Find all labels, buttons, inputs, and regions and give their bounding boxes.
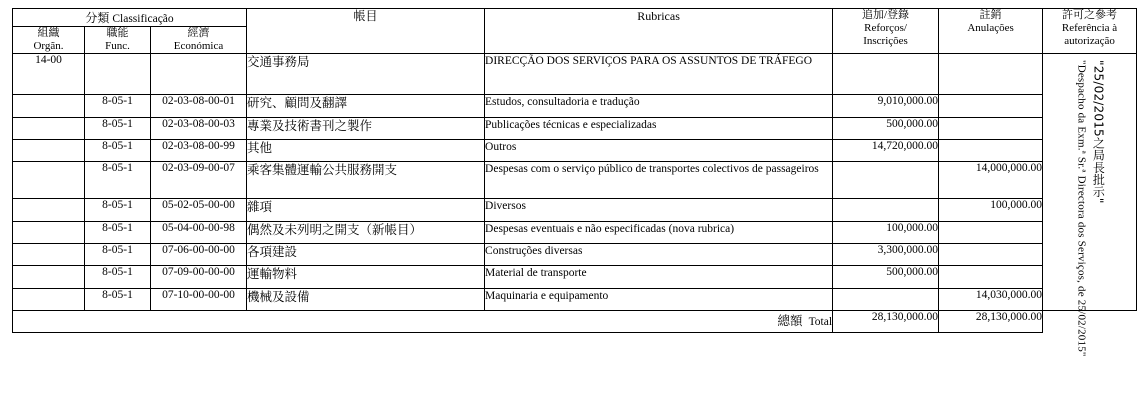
total-label-pt: Total xyxy=(808,316,833,329)
header-classification-group xyxy=(13,9,247,27)
total-cancellation: 28,130,000.00 xyxy=(939,311,1043,333)
cell-organ xyxy=(13,140,85,162)
cell-rubrica: Despesas eventuais e não especificadas (nova rubrica) xyxy=(485,221,833,243)
cell-reinforcement xyxy=(833,54,939,95)
cell-rubrica: Despesas com o serviço público de transportes colectivos de passageiros xyxy=(485,162,833,199)
cell-cancellation: 14,030,000.00 xyxy=(939,288,1043,311)
cell-organ xyxy=(13,95,85,117)
cell-organ xyxy=(13,243,85,265)
cell-organ xyxy=(13,266,85,288)
cell-economic: 02-03-08-00-01 xyxy=(151,95,247,117)
cell-reinforcement xyxy=(833,162,939,199)
cell-economic: 07-06-00-00-00 xyxy=(151,243,247,265)
cell-reinforcement: 9,010,000.00 xyxy=(833,95,939,117)
table-row xyxy=(13,221,1137,243)
cell-func: 8-05-1 xyxy=(85,266,151,288)
header-cancellations xyxy=(939,9,1043,54)
total-label-cn: 總額 xyxy=(777,313,803,329)
table-row xyxy=(13,199,1137,221)
cell-rubrica: Material de transporte xyxy=(485,266,833,288)
header-organ xyxy=(13,27,85,54)
cell-cancellation xyxy=(939,117,1043,139)
cell-func: 8-05-1 xyxy=(85,243,151,265)
cell-rubrica: DIRECÇÃO DOS SERVIÇOS PARA OS ASSUNTOS DE TRÁFEGO xyxy=(485,54,833,95)
cell-organ xyxy=(13,117,85,139)
cell-rubrica: Outros xyxy=(485,140,833,162)
cell-organ xyxy=(13,221,85,243)
header-func-pt: Func. xyxy=(105,40,130,53)
cell-economic: 05-02-05-00-00 xyxy=(151,199,247,221)
cell-organ xyxy=(13,199,85,221)
cell-organ xyxy=(13,162,85,199)
cell-authorization xyxy=(1043,54,1137,357)
cell-cancellation: 14,000,000.00 xyxy=(939,162,1043,199)
cell-cancellation xyxy=(939,54,1043,95)
header-authorization-pt1: Referência à xyxy=(1061,22,1118,35)
cell-reinforcement xyxy=(833,199,939,221)
header-economic-cn: 經濟 xyxy=(187,27,210,39)
cell-rubrica: Diversos xyxy=(485,199,833,221)
cell-func: 8-05-1 xyxy=(85,95,151,117)
header-economic-pt: Económica xyxy=(173,40,224,53)
cell-rubrica: Publicações técnicas e especializadas xyxy=(485,117,833,139)
cell-func: 8-05-1 xyxy=(85,162,151,199)
header-reinforcements-cn: 追加/登錄 xyxy=(862,9,910,21)
header-classification-pt: Classificação xyxy=(112,13,174,25)
cell-func: 8-05-1 xyxy=(85,288,151,311)
cell-rubrica: Construções diversas xyxy=(485,243,833,265)
header-cancellations-cn: 註銷 xyxy=(979,9,1002,21)
header-reinforcements-pt2: Inscrições xyxy=(863,35,908,48)
table-row xyxy=(13,117,1137,139)
cell-reinforcement: 500,000.00 xyxy=(833,117,939,139)
authorization-text-cn: "25/02/2015之局長批示" xyxy=(1091,60,1106,204)
cell-economic: 07-09-00-00-00 xyxy=(151,266,247,288)
cell-account-cn: 專業及技術書刊之製作 xyxy=(247,117,485,139)
table-row xyxy=(13,243,1137,265)
cell-economic: 07-10-00-00-00 xyxy=(151,288,247,311)
header-authorization-pt2: autorização xyxy=(1064,35,1115,48)
cell-func: 8-05-1 xyxy=(85,221,151,243)
header-func xyxy=(85,27,151,54)
cell-cancellation xyxy=(939,243,1043,265)
cell-economic: 02-03-08-00-99 xyxy=(151,140,247,162)
cell-reinforcement: 3,300,000.00 xyxy=(833,243,939,265)
cell-account-cn: 機械及設備 xyxy=(247,288,485,311)
header-row-1 xyxy=(13,9,1137,27)
header-account: 帳目 xyxy=(247,9,485,54)
table-row xyxy=(13,54,1137,95)
header-authorization xyxy=(1043,9,1137,54)
table-row xyxy=(13,140,1137,162)
table-row xyxy=(13,95,1137,117)
cell-rubrica: Estudos, consultadoria e tradução xyxy=(485,95,833,117)
cell-economic: 05-04-00-00-98 xyxy=(151,221,247,243)
authorization-text-pt: "Despacho da Exm.ª Sr.ª Directora dos Serviços, de 25/02/2015" xyxy=(1075,60,1088,357)
total-label xyxy=(13,311,833,333)
header-reinforcements xyxy=(833,9,939,54)
header-reinforcements-pt1: Reforços/ xyxy=(864,22,907,35)
header-cancellations-pt: Anulações xyxy=(967,22,1014,35)
cell-cancellation xyxy=(939,221,1043,243)
total-reinforcement: 28,130,000.00 xyxy=(833,311,939,333)
cell-organ xyxy=(13,288,85,311)
cell-account-cn: 交通事務局 xyxy=(247,54,485,95)
header-authorization-cn: 許可之參考 xyxy=(1062,9,1118,21)
budget-alteration-table xyxy=(12,8,1137,357)
cell-account-cn: 各項建設 xyxy=(247,243,485,265)
cell-reinforcement xyxy=(833,288,939,311)
cell-cancellation xyxy=(939,266,1043,288)
cell-account-cn: 研究、顧問及翻譯 xyxy=(247,95,485,117)
cell-account-cn: 運輸物料 xyxy=(247,266,485,288)
cell-account-cn: 乘客集體運輸公共服務開支 xyxy=(247,162,485,199)
header-rubricas: Rubricas xyxy=(485,9,833,54)
cell-cancellation: 100,000.00 xyxy=(939,199,1043,221)
header-organ-cn: 組織 xyxy=(37,27,60,39)
table-total-row xyxy=(13,311,1137,333)
cell-reinforcement: 14,720,000.00 xyxy=(833,140,939,162)
cell-account-cn: 偶然及未列明之開支（新帳目） xyxy=(247,221,485,243)
cell-reinforcement: 100,000.00 xyxy=(833,221,939,243)
cell-organ: 14-00 xyxy=(13,54,85,95)
cell-cancellation xyxy=(939,95,1043,117)
cell-cancellation xyxy=(939,140,1043,162)
header-economic xyxy=(151,27,247,54)
header-classification-cn: 分類 xyxy=(85,11,110,25)
cell-account-cn: 其他 xyxy=(247,140,485,162)
table-row xyxy=(13,266,1137,288)
cell-economic: 02-03-08-00-03 xyxy=(151,117,247,139)
table-row xyxy=(13,288,1137,311)
header-organ-pt: Orgãn. xyxy=(33,40,64,53)
table-body xyxy=(13,54,1137,357)
cell-economic xyxy=(151,54,247,95)
table-header xyxy=(13,9,1137,54)
cell-func: 8-05-1 xyxy=(85,117,151,139)
header-func-cn: 職能 xyxy=(106,27,129,39)
cell-func: 8-05-1 xyxy=(85,199,151,221)
cell-reinforcement: 500,000.00 xyxy=(833,266,939,288)
cell-rubrica: Maquinaria e equipamento xyxy=(485,288,833,311)
cell-economic: 02-03-09-00-07 xyxy=(151,162,247,199)
table-row xyxy=(13,162,1137,199)
cell-account-cn: 雜項 xyxy=(247,199,485,221)
cell-func: 8-05-1 xyxy=(85,140,151,162)
cell-func xyxy=(85,54,151,95)
